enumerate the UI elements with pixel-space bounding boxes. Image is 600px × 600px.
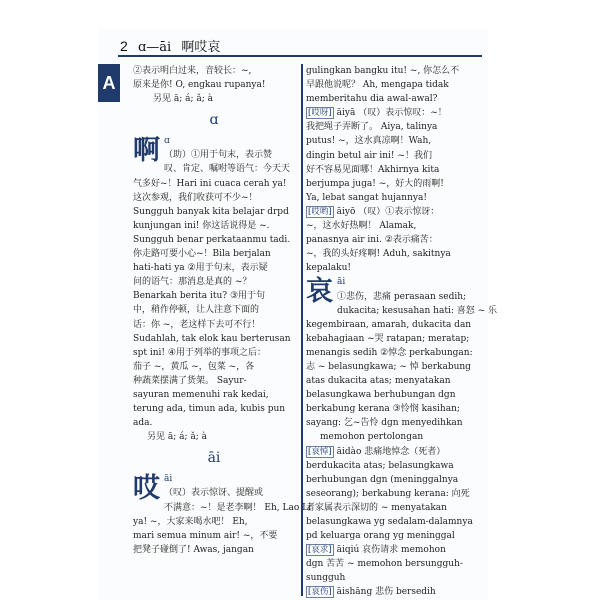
text-line: hati-hati ya ②用于句末，表示疑	[133, 263, 268, 274]
text-line: 叹、肯定、嘱咐等语气：今天天	[164, 164, 291, 175]
subentry-aiqiu	[306, 543, 484, 585]
entry-ai	[133, 472, 311, 557]
text-line: kebahagiaan ~哭 ratapan; meratap;	[306, 333, 470, 344]
header-rule	[118, 55, 482, 57]
text-line: berkabung kerana ③怜悯 kasihan;	[306, 404, 460, 415]
text-line: 不满意：~！是老李啊！ Eh, Lao Li	[164, 502, 311, 513]
text-line: Sungguh benar perkataanmu tadi.	[133, 234, 291, 245]
subentry-aiya	[306, 106, 484, 205]
text-line: berhubungan dgn (meninggalnya	[306, 474, 459, 485]
headword-char: 啊	[133, 135, 160, 167]
text-line: pd keluarga orang yg meninggal	[306, 531, 455, 542]
right-column	[306, 64, 497, 600]
header-chars: 啊哎哀	[181, 40, 221, 55]
section-heading-a: ɑ	[209, 112, 219, 129]
headword-char: 哀	[306, 276, 333, 308]
subentry-tag: [哀求]	[308, 545, 332, 556]
text-line: 我把绳子弄断了。 Aiya, talinya	[306, 122, 438, 133]
text-line: 早跟他说呢？ Ah, mengapa tidak	[306, 80, 449, 91]
subentry-aidao	[306, 445, 484, 544]
column-divider	[301, 64, 303, 596]
text-line: ~，这水好热啊！ Alamak,	[306, 221, 417, 232]
page-header	[120, 36, 226, 55]
text-line: ②表示明白过来，音较长：~,	[133, 66, 252, 76]
text-line: 志 ~ belasungkawa; ~ 悼 berkabung	[306, 361, 471, 372]
text-line: sayuran memenuhi rak kedai,	[133, 389, 269, 400]
see-also: 另见 ā; á; ǎ; à	[147, 432, 208, 443]
text-line: 把凳子碰倒了! Awas, jangan	[133, 544, 254, 555]
text-line: terung ada, timun ada, kubis pun	[133, 404, 286, 415]
text-line: Sudahlah, tak elok kau berterusan	[133, 333, 291, 344]
see-also: 另见 ā; á; ǎ; à	[153, 94, 214, 105]
headword-pinyin: āi	[337, 277, 346, 288]
text-line: menangis sedih ②悼念 perkabungan:	[306, 347, 473, 358]
text-line: ada.	[133, 418, 153, 429]
text-line: gulingkan bangku itu! ~, 你怎么不	[306, 66, 460, 76]
text-line: ①悲伤，悲痛 perasaan sedih;	[337, 291, 467, 302]
text-line: ya! ~，大家来喝水吧！ Eh,	[133, 516, 248, 527]
headword-pinyin: āi	[164, 474, 173, 485]
headword-pinyin: ɑ	[164, 136, 170, 147]
text-line: seseorang); berkabung kerana: 向死	[306, 488, 470, 499]
entry-a	[133, 134, 295, 444]
subentry-aishang	[306, 585, 484, 599]
text-line: 话：你 ~，老这样下去可不行！	[133, 319, 261, 330]
text-line: ~，我的头好疼啊! Aduh, sakitnya	[306, 249, 451, 260]
subentry-head: āiyō （叹）①表示惊讶：	[336, 206, 440, 217]
subentry-tag: [哀悼]	[308, 446, 332, 457]
subentry-tag: [哎呀]	[308, 108, 332, 119]
text-line: dgn 苦苦 ~ memohon bersungguh-	[306, 559, 463, 570]
left-column	[133, 64, 311, 557]
subentry-head: āiyā （叹）表示惊叹：~！	[336, 108, 447, 119]
subentry-head: āidào 悲痛地悼念（死者）	[336, 446, 446, 457]
text-line: Sungguh banyak kita belajar drpd	[133, 206, 289, 217]
text-line: berdukacita atas; belasungkawa	[306, 460, 454, 471]
text-line: （助）①用于句末，表示赞	[164, 150, 273, 161]
text-line: 好不容易见面哪！Akhirnya kita	[306, 164, 440, 175]
text-line: memohon pertolongan	[320, 432, 424, 443]
subentry-head: āishāng 悲伤 bersedih	[336, 587, 436, 598]
text-line: sayang: 乞~告怜 dgn menyedihkan	[306, 418, 463, 429]
text-line: memberitahu dia awal-awal?	[306, 94, 438, 105]
text-line: berjumpa juga! ~，好大的雨啊!	[306, 178, 444, 189]
letter-tab: A	[98, 64, 120, 102]
header-range: ɑ—āi	[137, 40, 172, 55]
entry-ai2	[306, 275, 497, 444]
text-line: 茄子 ~，黄瓜 ~，包菜 ~，各	[133, 361, 255, 372]
text-line: mari semua minum air! ~，不要	[133, 530, 278, 541]
subentry-tag: [哀伤]	[308, 587, 332, 598]
text-line: atas dukacita atas; menyatakan	[306, 376, 451, 387]
text-line: kegembiraan, amarah, dukacita dan	[306, 319, 472, 330]
text-line: panasnya air ini. ②表示痛苦：	[306, 235, 438, 246]
text-line: 种蔬菜摆满了货架。 Sayur-	[133, 375, 247, 386]
text-line: belasungkawa berhubungan dgn	[306, 390, 456, 401]
text-line: 问的语气：那消息是真的 ~？	[133, 277, 252, 288]
text-line: Benarkah berita itu? ③用于句	[133, 291, 266, 302]
text-line: 者家属表示深切的 ~ menyatakan	[306, 502, 447, 513]
subentry-head: āiqiú 哀伤请求 memohon	[336, 545, 446, 556]
text-line: dingin betul air ini! ~！我们	[306, 150, 432, 161]
text-line: 中，稍作停顿，让人注意下面的	[133, 305, 260, 316]
text-line: 你走路可要小心~！Bila berjalan	[133, 249, 271, 260]
text-line: sungguh	[306, 573, 346, 584]
text-line: kepalaku!	[306, 263, 352, 274]
text-line: 原来是你! O, engkau rupanya!	[133, 80, 266, 91]
text-line: Ya, lebat sangat hujannya!	[306, 192, 427, 203]
text-line: kunjungan ini! 你这话说得是 ~.	[133, 220, 270, 231]
text-line: dukacita; kesusahan hati: 喜怒 ~ 乐	[337, 305, 497, 316]
text-line: spt ini! ④用于列举的事项之后：	[133, 347, 266, 358]
text-line: 这次参观，我们收获可不少~！	[133, 192, 258, 203]
text-line: （叹）表示惊讶、提醒或	[164, 488, 264, 499]
page-number: 2	[120, 38, 128, 54]
subentry-aiyo	[306, 205, 484, 275]
text-line: 气多好~！Hari ini cuaca cerah ya!	[133, 178, 287, 189]
headword-char: 哎	[133, 473, 160, 505]
text-line: belasungkawa yg sedalam-dalamnya	[306, 517, 473, 527]
section-heading-ai: āi	[207, 450, 221, 467]
text-line: putus! ~，这水真凉啊！Wah,	[306, 136, 432, 147]
subentry-tag: [哎哟]	[308, 206, 332, 217]
